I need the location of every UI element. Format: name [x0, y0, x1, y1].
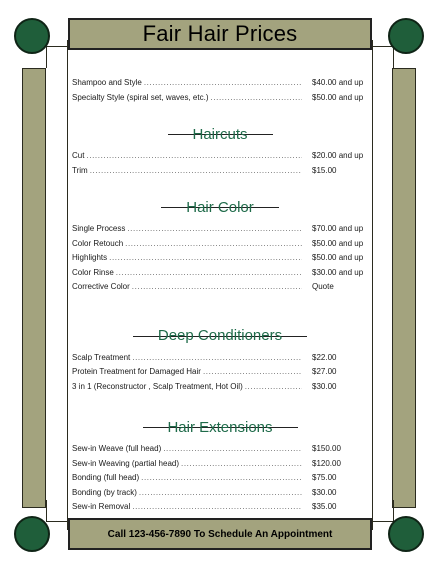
dot-leader [132, 280, 302, 295]
price-row [72, 266, 368, 281]
dot-leader [141, 471, 302, 486]
service-name: Corrective Color [72, 282, 130, 291]
service-name: Shampoo and Style [72, 78, 142, 87]
section-heading-label: Hair Color [186, 198, 254, 216]
service-sections [72, 123, 368, 529]
price-row [72, 500, 368, 515]
dot-leader [109, 251, 302, 266]
corner-circle-top-right [388, 18, 424, 54]
price-row [72, 164, 368, 179]
section-block [72, 123, 368, 178]
service-price: $20.00 and up [312, 151, 364, 160]
dot-leader [181, 457, 302, 472]
service-name: Highlights [72, 253, 108, 262]
service-name: Trim [72, 165, 88, 175]
service-name: Color Retouch [72, 238, 124, 248]
dot-leader [116, 266, 302, 281]
price-row [72, 471, 368, 486]
dot-leader [132, 351, 302, 366]
dot-leader [245, 380, 302, 395]
section-heading [72, 325, 368, 347]
price-row [72, 149, 368, 164]
service-name: Bonding (full head) [72, 473, 140, 482]
service-price: $30.00 and up [312, 267, 364, 277]
price-row [72, 251, 368, 266]
section-block [72, 196, 368, 295]
service-price: $35.00 [312, 502, 337, 511]
dot-leader [144, 76, 302, 91]
service-price: $50.00 and up [312, 238, 364, 248]
dot-leader [127, 222, 302, 237]
price-row [72, 486, 368, 501]
dot-leader [211, 91, 303, 106]
service-price: $75.00 [312, 473, 337, 482]
service-price: $40.00 and up [312, 78, 364, 87]
service-price: $22.00 [312, 352, 337, 362]
service-price: $120.00 [312, 458, 341, 468]
price-row [72, 91, 368, 106]
service-price: Quote [312, 282, 334, 291]
corner-circle-bottom-right [388, 516, 424, 552]
dot-leader [163, 442, 302, 457]
service-name: Sew-in Weaving (partial head) [72, 458, 180, 468]
section-block [72, 325, 368, 395]
price-row [72, 351, 368, 366]
service-name: Bonding (by track) [72, 487, 137, 497]
dot-leader [90, 164, 302, 179]
service-price: $50.00 and up [312, 253, 364, 262]
footer-call-to-action: Call 123-456-7890 To Schedule An Appointment [107, 528, 333, 540]
section-heading-label: Hair Extensions [167, 418, 273, 436]
service-price: $150.00 [312, 444, 341, 453]
left-frame-inner-line [50, 40, 68, 530]
footer-banner [68, 518, 372, 550]
price-row [72, 237, 368, 252]
price-row [72, 280, 368, 295]
corner-circle-bottom-left [14, 516, 50, 552]
service-name: Single Process [72, 224, 126, 233]
right-frame-bar [392, 68, 416, 508]
price-row [72, 457, 368, 472]
dot-leader [203, 365, 302, 380]
section-heading [72, 123, 368, 145]
service-name: Color Rinse [72, 267, 114, 277]
service-name: 3 in 1 (Reconstructor , Scalp Treatment, Hot Oil) [72, 381, 243, 391]
service-name: Sew-in Weave (full head) [72, 444, 162, 453]
section-heading [72, 196, 368, 218]
service-price: $50.00 and up [312, 92, 364, 102]
price-row [72, 222, 368, 237]
price-row [72, 442, 368, 457]
service-price: $27.00 [312, 367, 337, 376]
page-title: Fair Hair Prices [142, 21, 298, 46]
service-price: $30.00 [312, 381, 337, 391]
intro-services [72, 76, 368, 105]
section-heading-label: Haircuts [192, 125, 248, 143]
dot-leader [86, 149, 302, 164]
price-row [72, 76, 368, 91]
section-block [72, 416, 368, 529]
title-banner [68, 18, 372, 50]
corner-circle-top-left [14, 18, 50, 54]
right-frame-inner-line [372, 40, 390, 530]
price-list [72, 76, 368, 529]
service-price: $30.00 [312, 487, 337, 497]
dot-leader [139, 486, 302, 501]
service-price: $70.00 and up [312, 224, 364, 233]
section-heading-label: Deep Conditioners [157, 327, 283, 344]
service-name: Protein Treatment for Damaged Hair [72, 367, 201, 376]
dot-leader [132, 500, 302, 515]
price-row [72, 365, 368, 380]
service-name: Specialty Style (spiral set, waves, etc.) [72, 92, 209, 102]
dot-leader [125, 237, 302, 252]
service-price: $15.00 [312, 165, 337, 175]
service-name: Cut [72, 151, 85, 160]
left-frame-bar [22, 68, 46, 508]
service-name: Scalp Treatment [72, 352, 131, 362]
price-row [72, 380, 368, 395]
section-heading [72, 416, 368, 438]
service-name: Sew-in Removal [72, 502, 131, 511]
